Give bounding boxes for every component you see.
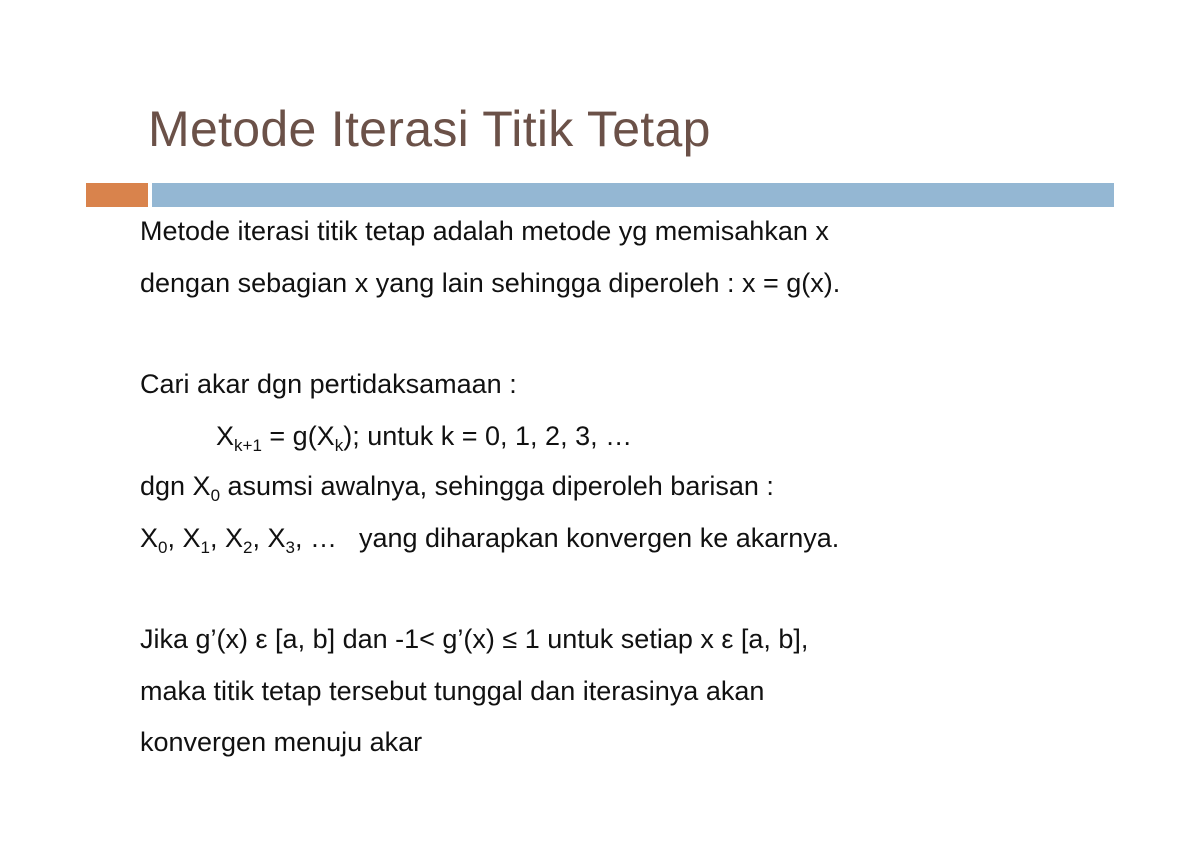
formula-sub-k1: k+1: [234, 436, 262, 455]
iteration-formula: [216, 419, 632, 453]
jika-line: Jika g’(x) ε [a, b] dan -1< g’(x) ≤ 1 untuk setiap x ε [a, b],: [140, 624, 809, 654]
intro-line-2: dengan sebagian x yang lain sehingga diperoleh : x = g(x).: [140, 268, 841, 298]
seq-text: yang diharapkan konvergen ke akarnya.: [358, 523, 840, 553]
title-accent-blue-bar: [152, 183, 1114, 207]
konvergen-line: konvergen menuju akar: [140, 727, 423, 757]
initial-guess-line: [140, 469, 774, 503]
seq-x1: , X: [167, 523, 201, 553]
seq-s3: 3: [285, 538, 295, 557]
slide-title: Metode Iterasi Titik Tetap: [148, 101, 711, 157]
sequence-line: [140, 521, 839, 555]
cari-akar-line: Cari akar dgn pertidaksamaan :: [140, 369, 517, 399]
seq-dots: , …: [294, 523, 337, 553]
seq-x2: , X: [209, 523, 243, 553]
seq-s0: 0: [158, 538, 168, 557]
seq-x0: X: [140, 523, 159, 553]
formula-rest: ); untuk k = 0, 1, 2, 3, …: [343, 421, 633, 451]
formula-sub-k: k: [334, 436, 344, 455]
seq-s1: 1: [200, 538, 210, 557]
formula-eq: = g(X: [261, 421, 335, 451]
dgn-sub0: 0: [210, 486, 221, 505]
dgn-prefix: dgn X: [140, 471, 211, 501]
maka-line: maka titik tetap tersebut tunggal dan iterasinya akan: [140, 676, 765, 706]
formula-x: X: [216, 421, 235, 451]
seq-x3: , X: [252, 523, 286, 553]
dgn-suffix: asumsi awalnya, sehingga diperoleh barisan :: [220, 471, 774, 501]
seq-s2: 2: [242, 538, 253, 557]
intro-line-1: Metode iterasi titik tetap adalah metode yg memisahkan x: [140, 216, 829, 246]
title-accent-orange-bar: [86, 183, 148, 207]
